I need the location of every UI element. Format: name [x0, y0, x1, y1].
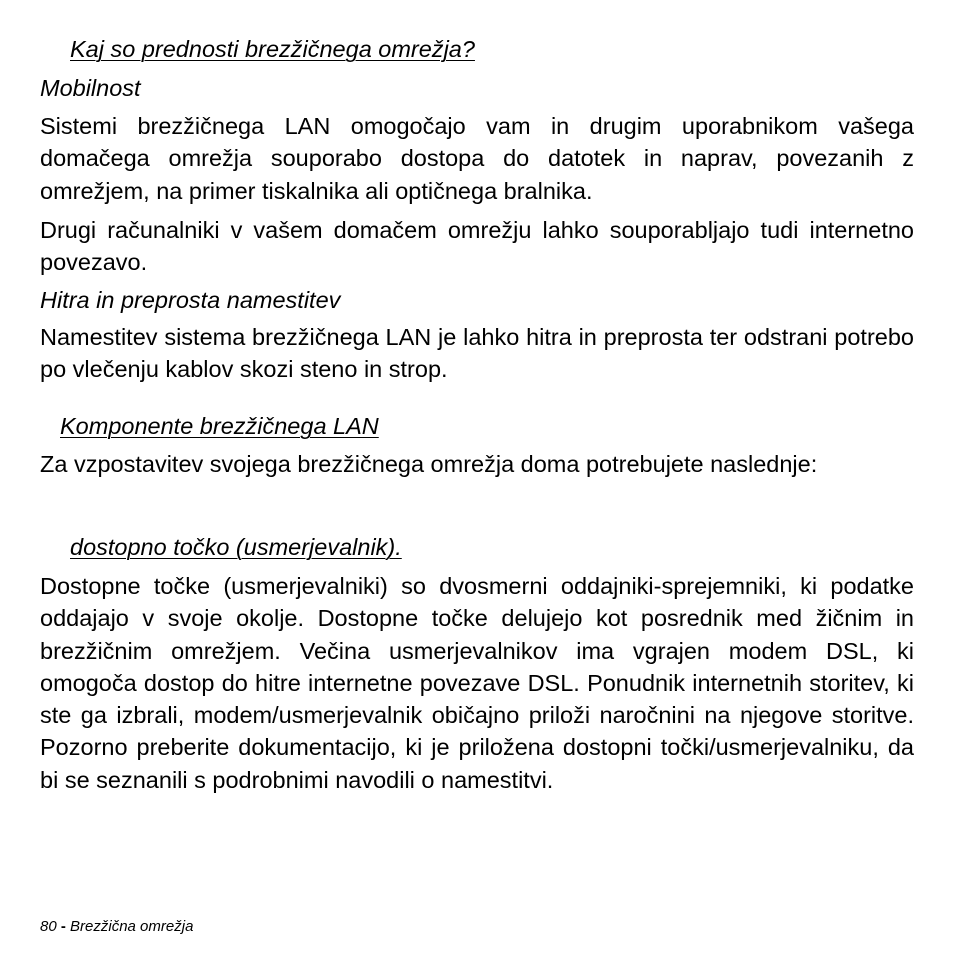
mobility-paragraph-2: Drugi računalniki v vašem domačem omrežju lahko souporabljajo tudi internetno povezavo.: [40, 217, 914, 276]
mobility-paragraph-1: Sistemi brezžičnega LAN omogočajo vam in drugim uporabnikom vašega domačega omrežja souporabo dostopa do datotek in naprav, povezanih z omrežjem, na primer tiskalnika ali optičnega bralnika.: [40, 113, 914, 204]
page-footer: [40, 917, 193, 937]
mobility-heading: Mobilnost: [40, 75, 141, 101]
advantages-heading: Kaj so prednosti brezžičnega omrežja?: [70, 36, 475, 62]
components-heading: Komponente brezžičnega LAN: [60, 413, 379, 439]
chapter-title: Brezžična omrežja: [70, 918, 194, 935]
access-point-heading: dostopno točko (usmerjevalnik).: [70, 534, 402, 560]
page-number: 80: [40, 918, 57, 935]
install-heading: Hitra in preprosta namestitev: [40, 287, 341, 313]
access-point-paragraph: Dostopne točke (usmerjevalniki) so dvosmerni oddajniki-sprejemniki, ki podatke oddajajo v svoje okolje. Dostopne točke delujejo kot posrednik med žičnim in brezžičnim omrežjem. Večina usmerjevalnikov ima vgrajen modem DSL, ki omogoča dostop do hitre internetne povezave DSL. Ponudnik internetnih storitev, ki ste ga izbrali, modem/usmerjevalnik običajno priloži naročnini na njegove storitve. Pozorno preberite dokumentacijo, ki je priložena dostopni točki/usmerjevalniku, da bi se seznanili s podrobnimi navodili o namestitvi.: [40, 573, 914, 793]
footer-separator: -: [60, 918, 66, 935]
components-paragraph: Za vzpostavitev svojega brezžičnega omrežja doma potrebujete naslednje:: [40, 451, 818, 477]
install-paragraph: Namestitev sistema brezžičnega LAN je lahko hitra in preprosta ter odstrani potrebo po vlečenju kablov skozi steno in strop.: [40, 324, 914, 383]
